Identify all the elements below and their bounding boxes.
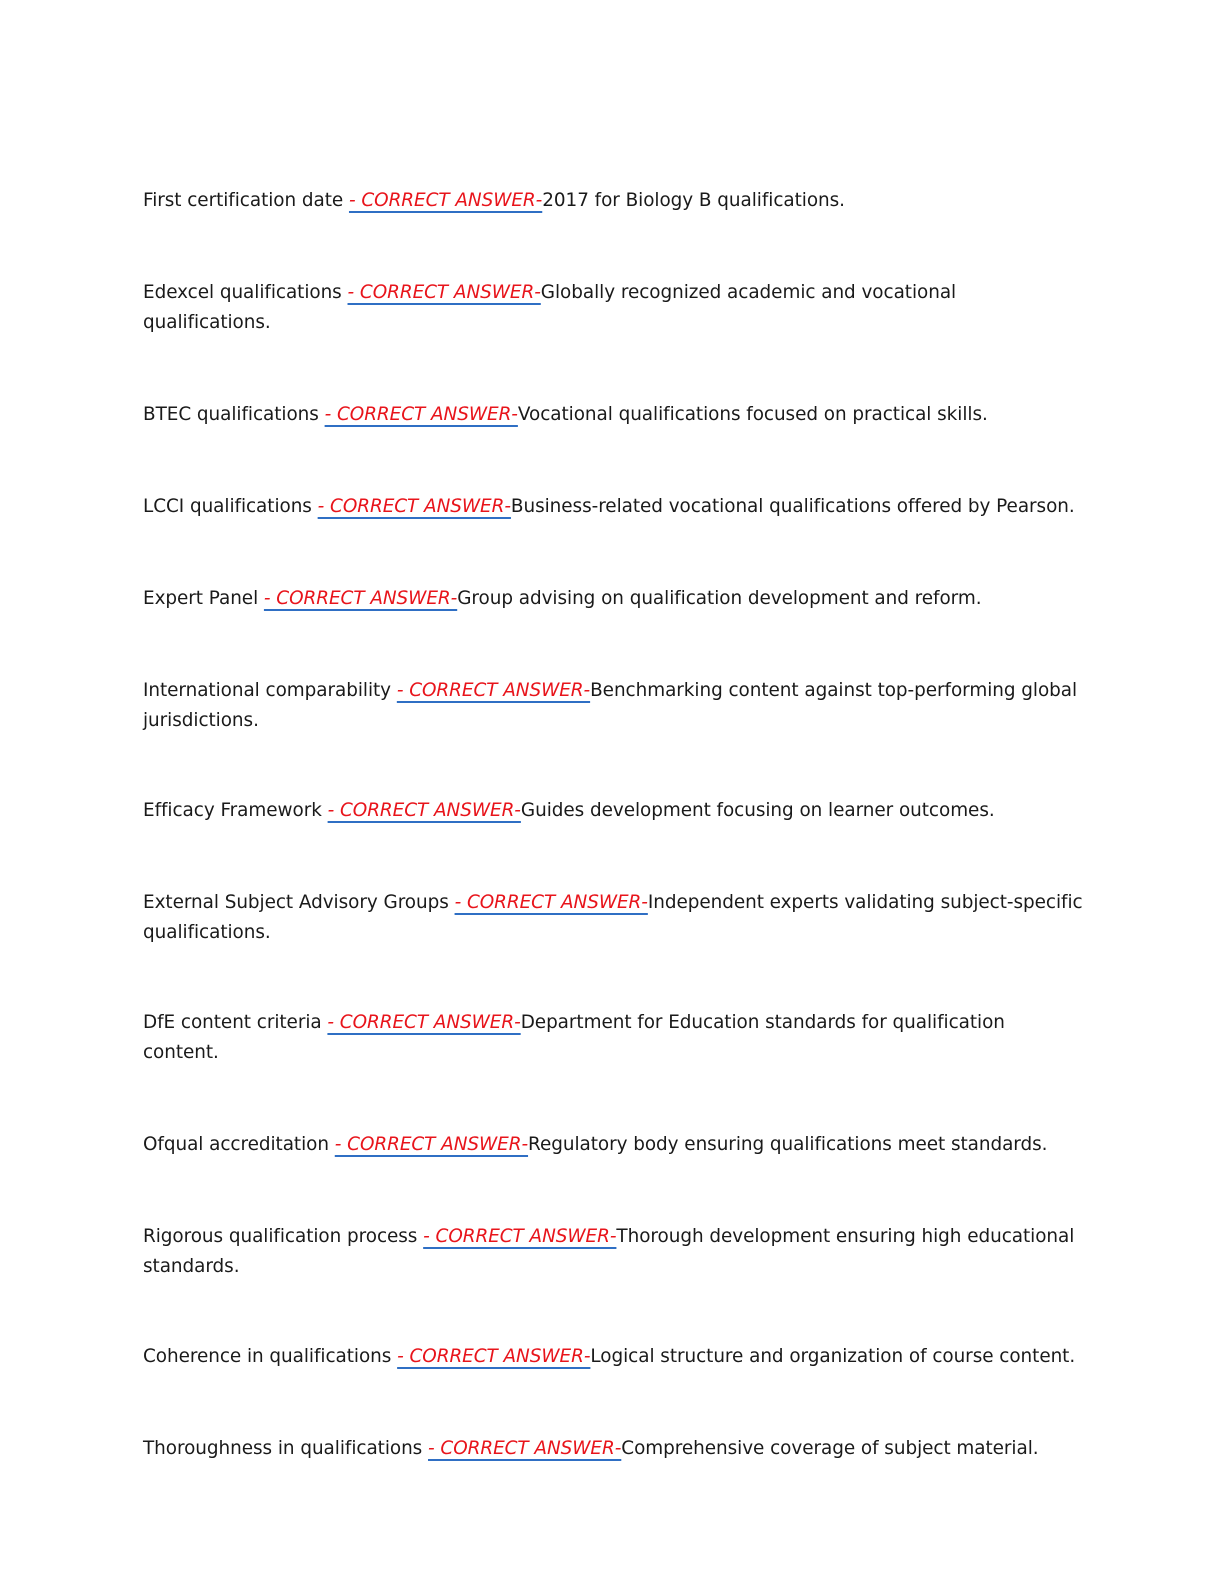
correct-answer-separator: - CORRECT ANSWER-	[317, 496, 511, 517]
qa-entry	[143, 186, 1083, 216]
qa-entry	[143, 1130, 1083, 1160]
entry-term: Edexcel qualifications	[143, 282, 348, 303]
entry-term: First certification date	[143, 190, 349, 211]
qa-entry	[143, 1342, 1083, 1372]
correct-answer-separator: - CORRECT ANSWER-	[324, 404, 518, 425]
entry-term: Efficacy Framework	[143, 800, 328, 821]
entry-term: Ofqual accreditation	[143, 1134, 335, 1155]
entry-answer: Benchmarking content against top-performing global jurisdictions.	[143, 680, 1078, 731]
entry-term: LCCI qualifications	[143, 496, 318, 517]
entry-answer: Logical structure and organization of course content.	[590, 1346, 1076, 1367]
entry-term: Thoroughness in qualifications	[143, 1438, 429, 1459]
entry-term: DfE content criteria	[143, 1012, 328, 1033]
qa-entry	[143, 796, 1083, 826]
qa-entry	[143, 584, 1083, 614]
entry-answer: Vocational qualifications focused on practical skills.	[517, 404, 988, 425]
entry-term: International comparability	[143, 680, 397, 701]
qa-list	[143, 186, 1083, 1464]
qa-entry	[143, 1434, 1083, 1464]
entry-answer: Guides development focusing on learner outcomes.	[520, 800, 995, 821]
correct-answer-separator: - CORRECT ANSWER-	[334, 1134, 529, 1155]
correct-answer-separator: - CORRECT ANSWER-	[396, 680, 591, 701]
entry-answer: Regulatory body ensuring qualifications meet standards.	[528, 1134, 1048, 1155]
entry-answer: Business-related vocational qualifications offered by Pearson.	[510, 496, 1075, 517]
qa-entry	[143, 888, 1083, 948]
entry-term: External Subject Advisory Groups	[143, 892, 455, 913]
entry-answer: Group advising on qualification development and reform.	[457, 588, 982, 609]
correct-answer-separator: - CORRECT ANSWER-	[327, 1012, 521, 1033]
correct-answer-separator: - CORRECT ANSWER-	[397, 1346, 591, 1367]
correct-answer-separator: - CORRECT ANSWER-	[428, 1438, 622, 1459]
entry-answer: 2017 for Biology B qualifications.	[542, 190, 845, 211]
correct-answer-separator: - CORRECT ANSWER-	[327, 800, 521, 821]
correct-answer-separator: - CORRECT ANSWER-	[347, 282, 541, 303]
qa-entry	[143, 492, 1083, 522]
entry-answer: Department for Education standards for qualification content.	[143, 1012, 1005, 1063]
entry-answer: Thorough development ensuring high educational standards.	[143, 1226, 1075, 1277]
entry-answer: Globally recognized academic and vocational qualifications.	[143, 282, 957, 333]
qa-entry	[143, 400, 1083, 430]
correct-answer-separator: - CORRECT ANSWER-	[263, 588, 458, 609]
entry-term: BTEC qualifications	[143, 404, 325, 425]
qa-entry	[143, 278, 1083, 338]
entry-term: Coherence in qualifications	[143, 1346, 398, 1367]
correct-answer-separator: - CORRECT ANSWER-	[423, 1226, 617, 1247]
correct-answer-separator: - CORRECT ANSWER-	[454, 892, 648, 913]
qa-entry	[143, 1008, 1083, 1068]
entry-answer: Comprehensive coverage of subject material.	[621, 1438, 1039, 1459]
correct-answer-separator: - CORRECT ANSWER-	[348, 190, 543, 211]
entry-term: Expert Panel	[143, 588, 264, 609]
qa-entry	[143, 1222, 1083, 1282]
entry-answer: Independent experts validating subject-specific qualifications.	[143, 892, 1083, 943]
qa-entry	[143, 676, 1083, 736]
entry-term: Rigorous qualification process	[143, 1226, 424, 1247]
